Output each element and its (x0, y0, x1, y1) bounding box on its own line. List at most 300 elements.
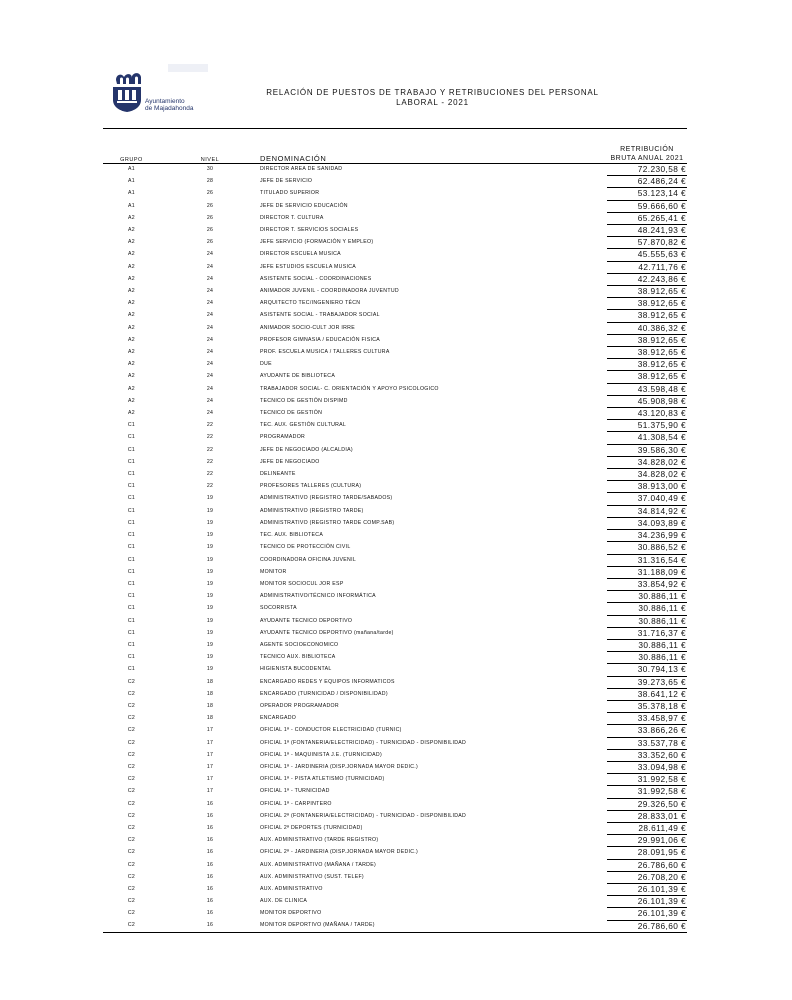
table-row (103, 835, 687, 847)
cell-grupo: C2 (127, 751, 136, 758)
cell-nivel: 19 (206, 532, 214, 539)
cell-nivel: 22 (206, 483, 214, 490)
cell-nivel: 24 (206, 397, 214, 404)
cell-denominacion: OFICIAL 2ª - JARDINERIA (DISP.JORNADA MAYOR DEDIC.) (260, 849, 419, 856)
cell-denominacion: JEFE DE NEGOCIADO (ALCALDIA) (260, 446, 353, 453)
cell-grupo: A2 (128, 410, 135, 417)
salary-table (103, 128, 687, 933)
cell-nivel: 24 (206, 373, 214, 380)
cell-retribucion: 30.886,52 € (607, 542, 687, 554)
cell-nivel: 19 (206, 495, 214, 502)
cell-grupo: A2 (128, 227, 135, 234)
cell-grupo: C1 (127, 593, 136, 600)
cell-denominacion: HIGIENISTA BUCODENTAL (260, 666, 332, 673)
cell-nivel: 24 (206, 263, 214, 270)
table-row (103, 237, 687, 249)
table-row (103, 786, 687, 798)
table-row (103, 225, 687, 237)
cell-grupo: A2 (128, 349, 135, 356)
cell-grupo: A2 (128, 336, 135, 343)
cell-denominacion: AUX. DE CLINICA (260, 898, 308, 905)
cell-retribucion: 29.326,50 € (607, 798, 687, 810)
cell-grupo: A2 (128, 288, 135, 295)
table-row (103, 261, 687, 273)
table-row (103, 176, 687, 188)
cell-denominacion: TEC. AUX. GESTIÓN CULTURAL (260, 422, 347, 429)
table-row (103, 432, 687, 444)
cell-denominacion: SOCORRISTA (260, 605, 297, 612)
cell-nivel: 24 (206, 275, 214, 282)
cell-grupo: C2 (127, 910, 136, 917)
cell-grupo: C2 (127, 739, 136, 746)
cell-retribucion: 40.386,32 € (607, 322, 687, 334)
cell-grupo: A1 (128, 202, 135, 209)
cell-grupo: C2 (127, 715, 136, 722)
cell-grupo: C2 (127, 861, 136, 868)
cell-grupo: C2 (127, 812, 136, 819)
header-retribucion (607, 129, 687, 164)
cell-retribucion: 30.886,11 € (607, 615, 687, 627)
table-row (103, 395, 687, 407)
table-row (103, 664, 687, 676)
cell-denominacion: OFICIAL 1ª - MAQUINISTA J.E. (TURNICIDAD) (260, 751, 383, 758)
table-row (103, 798, 687, 810)
cell-nivel: 22 (206, 422, 214, 429)
cell-grupo: C2 (103, 920, 160, 932)
cell-denominacion: JEFE ESTUDIOS ESCUELA MUSICA (260, 263, 357, 270)
table-row (103, 713, 687, 725)
cell-grupo: C2 (127, 898, 136, 905)
cell-denominacion: OFICIAL 1ª - PISTA ATLETISMO (TURNICIDAD) (260, 776, 385, 783)
cell-nivel: 16 (206, 873, 214, 880)
cell-retribucion: 38.912,65 € (607, 334, 687, 346)
cell-denominacion: AGENTE SOCIOECONOMICO (260, 641, 339, 648)
table-row (103, 456, 687, 468)
cell-retribucion: 34.093,89 € (607, 517, 687, 529)
cell-nivel: 16 (206, 812, 214, 819)
cell-retribucion: 41.308,54 € (607, 432, 687, 444)
municipal-logo (110, 64, 210, 116)
cell-nivel: 24 (206, 251, 214, 258)
cell-denominacion: ADMINISTRATIVO (REGISTRO TARDE COMP.SAB) (260, 519, 395, 526)
cell-denominacion: TITULADO SUPERIOR (260, 190, 320, 197)
cell-denominacion: MONITOR DEPORTIVO (260, 910, 322, 917)
cell-denominacion: MONITOR SOCIOCUL JOR ESP (260, 580, 344, 587)
cell-nivel: 16 (206, 800, 214, 807)
table-row (103, 249, 687, 261)
cell-grupo: A2 (128, 300, 135, 307)
cell-retribucion: 45.555,63 € (607, 249, 687, 261)
table-row (103, 383, 687, 395)
cell-denominacion: PROGRAMADOR (260, 434, 306, 441)
cell-retribucion: 31.316,54 € (607, 554, 687, 566)
cell-retribucion: 33.537,78 € (607, 737, 687, 749)
cell-denominacion: OFICIAL 2ª (FONTANERIA/ELECTRICIDAD) - TURNICIDAD - DISPONIBILIDAD (260, 812, 467, 819)
cell-nivel: 24 (206, 324, 214, 331)
table-row (103, 286, 687, 298)
table-row (103, 688, 687, 700)
logo-org-line2: de Majadahonda (145, 105, 194, 112)
cell-nivel: 17 (206, 776, 214, 783)
cell-nivel: 19 (206, 556, 214, 563)
cell-grupo: C1 (127, 617, 136, 624)
cell-denominacion: ENCARGADO REDES Y EQUIPOS INFORMATICOS (260, 678, 395, 685)
cell-denominacion: TECNICO DE GESTIÓN DISPIMD (260, 397, 348, 404)
cell-nivel: 16 (206, 861, 214, 868)
cell-retribucion: 31.992,58 € (607, 774, 687, 786)
table-row (103, 859, 687, 871)
cell-retribucion: 31.188,09 € (607, 566, 687, 578)
cell-grupo: C2 (127, 690, 136, 697)
cell-nivel: 16 (160, 920, 260, 932)
cell-retribucion: 48.241,93 € (607, 225, 687, 237)
cell-grupo: A2 (128, 361, 135, 368)
cell-nivel: 19 (206, 641, 214, 648)
cell-retribucion: 31.716,37 € (607, 627, 687, 639)
cell-denominacion: TECNICO DE PROTECCIÓN CIVIL (260, 544, 351, 551)
cell-denominacion: AUX. ADMINISTRATIVO (TARDE REGISTRO) (260, 837, 379, 844)
cell-nivel: 24 (206, 312, 214, 319)
table-row (103, 554, 687, 566)
cell-denominacion: AYUDANTE TECNICO DEPORTIVO (mañana/tarde) (260, 629, 394, 636)
cell-nivel: 19 (206, 544, 214, 551)
table-row (103, 273, 687, 285)
cell-nivel: 18 (206, 715, 214, 722)
cell-denominacion: ENCARGADO (260, 715, 297, 722)
logo-org-line1: Ayuntamiento (145, 98, 185, 105)
cell-grupo: A2 (128, 263, 135, 270)
cell-nivel: 24 (206, 361, 214, 368)
cell-denominacion: DIRECTOR T. SERVICIOS SOCIALES (260, 227, 359, 234)
table-row (103, 615, 687, 627)
cell-retribucion: 38.912,65 € (607, 371, 687, 383)
cell-grupo: C2 (127, 837, 136, 844)
cell-nivel: 17 (206, 763, 214, 770)
cell-nivel: 22 (206, 458, 214, 465)
cell-denominacion: JEFE DE SERVICIO EDUCACIÓN (260, 202, 348, 209)
table-row (103, 920, 687, 932)
cell-grupo: C1 (127, 568, 136, 575)
cell-denominacion: ADMINISTRATIVO (REGISTRO TARDE/SABADOS) (260, 495, 393, 502)
table-header-row (103, 129, 687, 164)
table-row (103, 164, 687, 176)
cell-retribucion: 34.236,99 € (607, 530, 687, 542)
cell-nivel: 19 (206, 617, 214, 624)
cell-denominacion: OPERADOR PROGRAMADOR (260, 702, 339, 709)
table-row (103, 725, 687, 737)
table-row (103, 627, 687, 639)
cell-retribucion: 34.814,92 € (607, 505, 687, 517)
cell-retribucion: 34.828,02 € (607, 456, 687, 468)
table-row (103, 359, 687, 371)
table-row (103, 322, 687, 334)
cell-retribucion: 38.912,65 € (607, 347, 687, 359)
cell-grupo: C2 (127, 800, 136, 807)
cell-grupo: C2 (127, 788, 136, 795)
cell-denominacion: TEC. AUX. BIBLIOTECA (260, 532, 324, 539)
cell-retribucion: 30.886,11 € (607, 652, 687, 664)
cell-grupo: A1 (128, 190, 135, 197)
table-row (103, 566, 687, 578)
cell-retribucion: 34.828,02 € (607, 469, 687, 481)
cell-retribucion: 59.666,60 € (607, 200, 687, 212)
cell-grupo: C1 (127, 422, 136, 429)
cell-nivel: 22 (206, 446, 214, 453)
cell-nivel: 26 (206, 190, 214, 197)
cell-denominacion: ASISTENTE SOCIAL - TRABAJADOR SOCIAL (260, 312, 380, 319)
cell-retribucion: 29.991,06 € (607, 835, 687, 847)
cell-retribucion: 72.230,58 € (607, 164, 687, 176)
cell-denominacion: JEFE DE SERVICIO (260, 178, 313, 185)
cell-grupo: C1 (127, 483, 136, 490)
cell-retribucion: 43.120,83 € (607, 408, 687, 420)
cell-grupo: A2 (128, 239, 135, 246)
cell-retribucion: 30.886,11 € (607, 603, 687, 615)
cell-grupo: A2 (128, 251, 135, 258)
cell-denominacion: DIRECTOR ESCUELA MUSICA (260, 251, 341, 258)
cell-grupo: C1 (127, 666, 136, 673)
cell-grupo: A2 (128, 373, 135, 380)
cell-retribucion: 28.833,01 € (607, 810, 687, 822)
cell-grupo: A1 (128, 178, 135, 185)
cell-retribucion: 43.598,48 € (607, 383, 687, 395)
table-row (103, 896, 687, 908)
cell-retribucion: 26.786,60 € (607, 920, 687, 932)
table-row (103, 444, 687, 456)
cell-nivel: 19 (206, 629, 214, 636)
cell-nivel: 28 (206, 178, 214, 185)
cell-retribucion: 31.992,58 € (607, 786, 687, 798)
cell-grupo: C1 (127, 495, 136, 502)
cell-denominacion: MONITOR DEPORTIVO (MAÑANA / TARDE) (260, 920, 607, 932)
cell-retribucion: 30.886,11 € (607, 639, 687, 651)
header-retribucion-line2: BRUTA ANUAL 2021 (610, 154, 684, 162)
cell-denominacion: AUX. ADMINISTRATIVO (MAÑANA / TARDE) (260, 861, 377, 868)
table-row (103, 652, 687, 664)
cell-grupo: C1 (127, 605, 136, 612)
cell-grupo: C1 (127, 532, 136, 539)
cell-retribucion: 35.378,18 € (607, 700, 687, 712)
cell-denominacion: AUX. ADMINISTRATIVO (SUST. TELEF) (260, 873, 364, 880)
cell-retribucion: 38.912,65 € (607, 359, 687, 371)
cell-nivel: 26 (206, 239, 214, 246)
cell-grupo: A2 (128, 324, 135, 331)
cell-nivel: 16 (206, 885, 214, 892)
cell-nivel: 26 (206, 227, 214, 234)
table-row (103, 505, 687, 517)
table-row (103, 310, 687, 322)
cell-grupo: C2 (127, 763, 136, 770)
cell-nivel: 17 (206, 727, 214, 734)
table-row (103, 481, 687, 493)
cell-denominacion: PROFESORES TALLERES (CULTURA) (260, 483, 362, 490)
cell-retribucion: 33.854,92 € (607, 578, 687, 590)
table-row (103, 774, 687, 786)
cell-denominacion: ENCARGADO (TURNICIDAD / DISPONIBILIDAD) (260, 690, 388, 697)
table-row (103, 591, 687, 603)
cell-nivel: 19 (206, 519, 214, 526)
table-row (103, 298, 687, 310)
header-nivel: NIVEL (160, 129, 260, 164)
cell-retribucion: 38.641,12 € (607, 688, 687, 700)
cell-nivel: 24 (206, 288, 214, 295)
cell-grupo: C1 (127, 471, 136, 478)
table-body (103, 164, 687, 933)
cell-denominacion: AUX. ADMINISTRATIVO (260, 885, 323, 892)
cell-grupo: A2 (128, 312, 135, 319)
cell-nivel: 18 (206, 678, 214, 685)
cell-grupo: C2 (127, 885, 136, 892)
cell-denominacion: OFICIAL 1ª - JARDINERIA (DISP.JORNADA MAYOR DEDIC.) (260, 763, 419, 770)
cell-nivel: 19 (206, 507, 214, 514)
cell-denominacion: COORDINADORA OFICINA JUVENIL (260, 556, 357, 563)
cell-denominacion: ANIMADOR JUVENIL - COORDINADORA JUVENTUD (260, 288, 399, 295)
cell-nivel: 22 (206, 434, 214, 441)
cell-nivel: 16 (206, 898, 214, 905)
cell-denominacion: DIRECTOR T. CULTURA (260, 214, 324, 221)
cell-denominacion: TECNICO AUX. BIBLIOTECA (260, 654, 336, 661)
table-row (103, 639, 687, 651)
cell-denominacion: OFICIAL 2ª DEPORTES (TURNICIDAD) (260, 824, 363, 831)
cell-nivel: 30 (206, 166, 214, 173)
header-denominacion: DENOMINACIÓN (260, 129, 607, 164)
cell-nivel: 24 (206, 410, 214, 417)
cell-retribucion: 30.794,13 € (607, 664, 687, 676)
cell-denominacion: JEFE DE NEGOCIADO (260, 458, 320, 465)
table-row (103, 578, 687, 590)
cell-grupo: C1 (127, 654, 136, 661)
cell-retribucion: 62.486,24 € (607, 176, 687, 188)
table-row (103, 542, 687, 554)
cell-grupo: C1 (127, 446, 136, 453)
cell-retribucion: 53.123,14 € (607, 188, 687, 200)
cell-retribucion: 30.886,11 € (607, 591, 687, 603)
table-row (103, 749, 687, 761)
cell-retribucion: 39.586,30 € (607, 444, 687, 456)
cell-retribucion: 26.786,60 € (607, 859, 687, 871)
cell-nivel: 19 (206, 580, 214, 587)
table-row (103, 737, 687, 749)
cell-retribucion: 26.101,39 € (607, 883, 687, 895)
cell-grupo: C2 (127, 678, 136, 685)
cell-denominacion: ASISTENTE SOCIAL - COORDINACIONES (260, 275, 372, 282)
cell-nivel: 19 (206, 666, 214, 673)
cell-retribucion: 38.912,65 € (607, 286, 687, 298)
cell-retribucion: 42.711,76 € (607, 261, 687, 273)
cell-retribucion: 38.912,65 € (607, 298, 687, 310)
logo-band (168, 64, 208, 72)
cell-denominacion: ADMINISTRATIVO (REGISTRO TARDE) (260, 507, 364, 514)
title-line1: RELACIÓN DE PUESTOS DE TRABAJO Y RETRIBUCIONES DEL PERSONAL (266, 88, 599, 97)
cell-grupo: C1 (127, 544, 136, 551)
document-title (255, 88, 610, 107)
cell-grupo: C2 (127, 824, 136, 831)
cell-nivel: 16 (206, 849, 214, 856)
cell-denominacion: ARQUITECTO TEC/INGENIERO TÉCN (260, 300, 361, 307)
cell-retribucion: 33.094,98 € (607, 761, 687, 773)
table-row (103, 517, 687, 529)
cell-nivel: 26 (206, 202, 214, 209)
cell-grupo: C2 (127, 727, 136, 734)
cell-nivel: 22 (206, 471, 214, 478)
cell-denominacion: AYUDANTE DE BIBLIOTECA (260, 373, 336, 380)
table-row (103, 371, 687, 383)
cell-denominacion: AYUDANTE TECNICO DEPORTIVO (260, 617, 353, 624)
cell-nivel: 24 (206, 349, 214, 356)
cell-nivel: 16 (206, 824, 214, 831)
cell-nivel: 19 (206, 605, 214, 612)
cell-retribucion: 57.870,82 € (607, 237, 687, 249)
cell-grupo: C1 (127, 556, 136, 563)
table-row (103, 761, 687, 773)
cell-nivel: 24 (206, 336, 214, 343)
cell-denominacion: OFICIAL 1ª - CONDUCTOR ELECTRICIDAD (TURNIC) (260, 727, 402, 734)
table-row (103, 603, 687, 615)
table-row (103, 212, 687, 224)
cell-denominacion: PROF. ESCUELA MUSICA / TALLERES CULTURA (260, 349, 390, 356)
cell-denominacion: DUE (260, 361, 272, 368)
cell-retribucion: 42.243,86 € (607, 273, 687, 285)
table-row (103, 810, 687, 822)
cell-denominacion: TRABAJADOR SOCIAL- C. ORIENTACIÓN Y APOYO PSICOLOGICO (260, 385, 439, 392)
cell-retribucion: 26.101,39 € (607, 908, 687, 920)
table-row (103, 420, 687, 432)
cell-nivel: 19 (206, 593, 214, 600)
table-row (103, 883, 687, 895)
coat-of-arms-icon (110, 68, 144, 112)
cell-retribucion: 26.101,39 € (607, 896, 687, 908)
table-row (103, 676, 687, 688)
cell-denominacion: MONITOR (260, 568, 287, 575)
table-row (103, 871, 687, 883)
cell-retribucion: 33.352,60 € (607, 749, 687, 761)
cell-nivel: 18 (206, 702, 214, 709)
cell-nivel: 17 (206, 751, 214, 758)
cell-retribucion: 65.265,41 € (607, 212, 687, 224)
table-row (103, 334, 687, 346)
cell-retribucion: 39.273,65 € (607, 676, 687, 688)
cell-retribucion: 26.708,20 € (607, 871, 687, 883)
table-row (103, 200, 687, 212)
table-row (103, 188, 687, 200)
cell-grupo: C1 (127, 458, 136, 465)
cell-grupo: C2 (127, 702, 136, 709)
cell-grupo: C1 (127, 580, 136, 587)
cell-nivel: 16 (206, 837, 214, 844)
table-row (103, 700, 687, 712)
cell-denominacion: TECNICO DE GESTIÓN (260, 410, 323, 417)
title-line2: LABORAL - 2021 (396, 97, 469, 107)
header-grupo: GRUPO (103, 129, 160, 164)
cell-denominacion: OFICIAL 1ª - TURNICIDAD (260, 788, 330, 795)
cell-grupo: A2 (128, 214, 135, 221)
table-row (103, 847, 687, 859)
cell-denominacion: DIRECTOR AREA DE SANIDAD (260, 166, 343, 173)
table-row (103, 530, 687, 542)
cell-grupo: A1 (128, 166, 135, 173)
table-row (103, 493, 687, 505)
cell-grupo: C1 (127, 519, 136, 526)
cell-grupo: C1 (127, 507, 136, 514)
table-row (103, 347, 687, 359)
cell-nivel: 17 (206, 788, 214, 795)
cell-nivel: 18 (206, 690, 214, 697)
cell-grupo: A2 (128, 385, 135, 392)
cell-retribucion: 28.091,95 € (607, 847, 687, 859)
cell-retribucion: 33.866,26 € (607, 725, 687, 737)
cell-grupo: C2 (127, 873, 136, 880)
cell-grupo: C2 (127, 849, 136, 856)
